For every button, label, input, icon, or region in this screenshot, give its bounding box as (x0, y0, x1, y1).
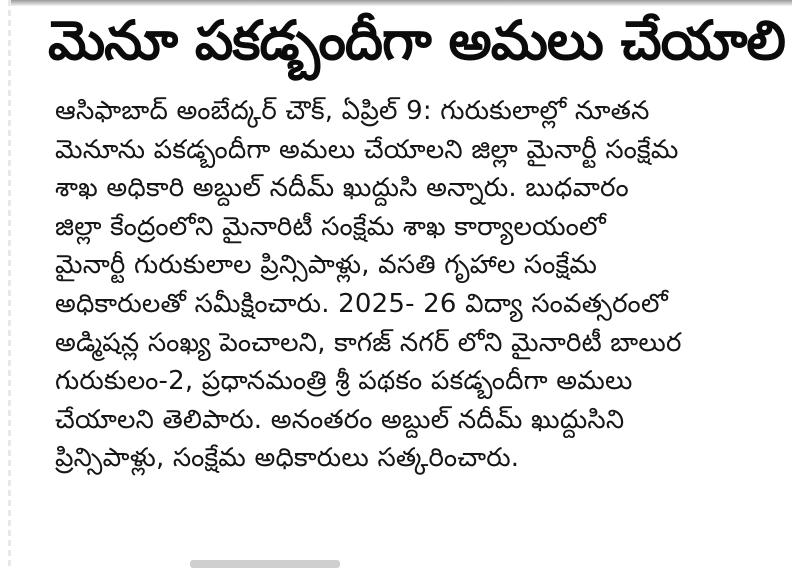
left-scan-edge (8, 0, 11, 568)
article-headline: మెనూ పకడ్బందీగా అమలు చేయాలి (48, 9, 785, 72)
article-line-3: శాఖ అధికారి అబ్దుల్ నదీమ్ ఖుద్దుసి అన్నారు. బుధవారం (55, 173, 629, 204)
article-line-4: జిల్లా కేంద్రంలోని మైనారిటీ సంక్షేమ శాఖ కార్యాలయంలో (55, 211, 606, 242)
article-line-2: మెనూను పకడ్బందీగా అమలు చేయాలని జిల్లా మైనార్టీ సంక్షేమ (55, 134, 679, 165)
article-body (55, 92, 780, 478)
article-line-8: గురుకులం-2, ప్రధానమంత్రి శ్రీ పథకం పకడ్బందీగా అమలు (55, 366, 633, 397)
top-border-rule (8, 0, 792, 6)
article-line-9: చేయాలని తెలిపారు. అనంతరం అబ్దుల్ నదీమ్ ఖుద్దుసిని (55, 404, 625, 435)
article-line-1: ఆసిఫాబాద్ అంబేద్కర్ చౌక్, ఏప్రిల్ 9: గురుకులాల్లో నూతన (55, 96, 650, 126)
article-line-7: అడ్మిషన్ల సంఖ్య పెంచాలని, కాగజ్ నగర్ లోని మైనారిటీ బాలుర (55, 327, 682, 358)
article-line-5: మైనార్టీ గురుకులాల ప్రిన్సిపాళ్లు, వసతి గృహాల సంక్షేమ (55, 250, 598, 281)
article-line-6: అధికారులతో సమీక్షించారు. 2025- 26 విద్యా సంవత్సరంలో (55, 288, 668, 319)
article-line-10: ప్రిన్సిపాళ్లు, సంక్షేమ అధికారులు సత్కరించారు. (55, 443, 520, 474)
bottom-cropped-text-fragment (190, 560, 340, 568)
